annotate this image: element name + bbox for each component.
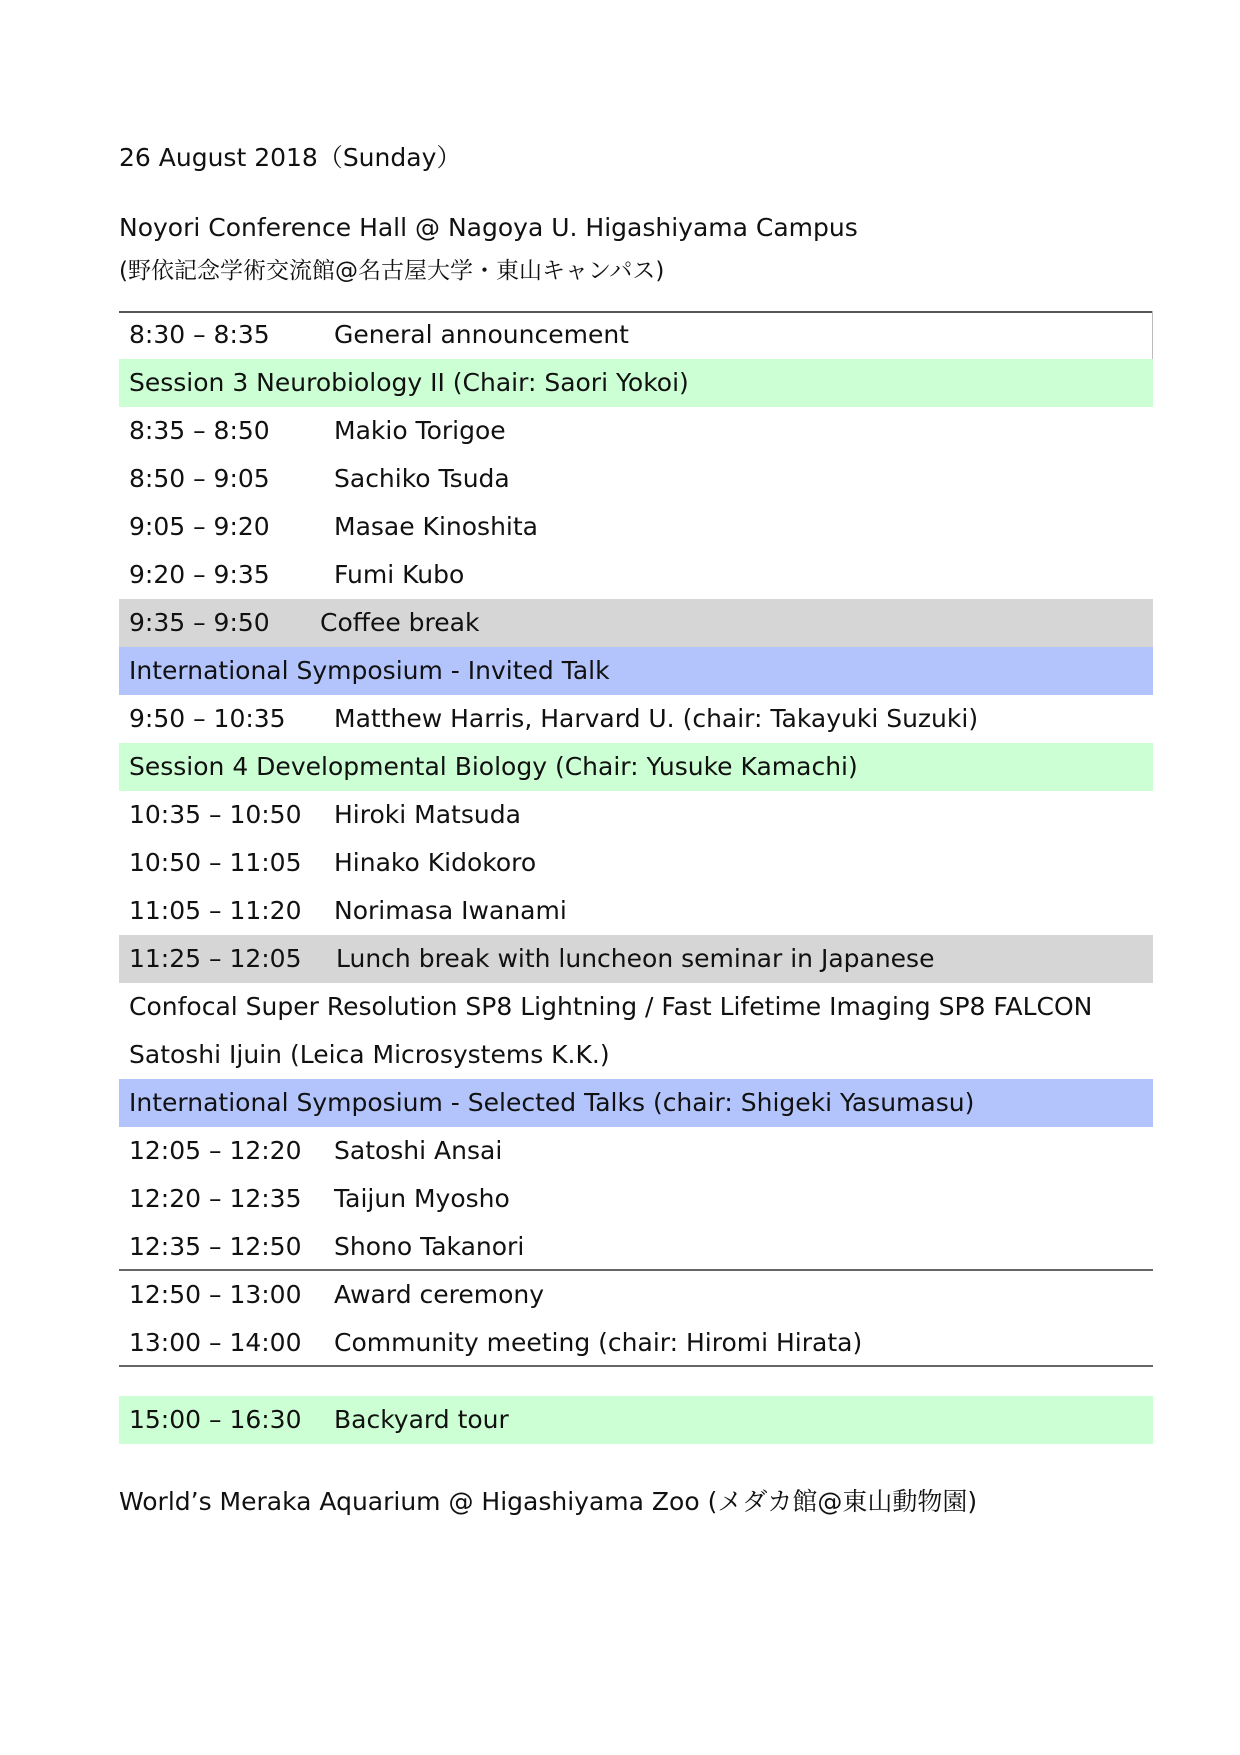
row-time: 12:35 – 12:50 bbox=[129, 1232, 302, 1261]
row-label: Makio Torigoe bbox=[334, 416, 506, 445]
row-label: General announcement bbox=[334, 320, 629, 349]
row-time: 8:30 – 8:35 bbox=[129, 320, 270, 349]
schedule-row bbox=[119, 455, 1153, 503]
seminar-speaker: Satoshi Ijuin (Leica Microsystems K.K.) bbox=[129, 1040, 610, 1069]
schedule-row bbox=[119, 551, 1153, 599]
seminar-title: Confocal Super Resolution SP8 Lightning / Fast Lifetime Imaging SP8 FALCON bbox=[129, 992, 1093, 1021]
symposium-header bbox=[119, 1079, 1153, 1127]
row-label: Lunch break with luncheon seminar in Japanese bbox=[336, 944, 935, 973]
row-time: 11:25 – 12:05 bbox=[129, 944, 302, 973]
seminar-title-row bbox=[119, 983, 1153, 1031]
venue-name-japanese: (野依記念学術交流館@名古屋大学・東山キャンパス) bbox=[119, 258, 665, 284]
schedule-row bbox=[119, 1271, 1153, 1319]
program-date: 26 August 2018（Sunday） bbox=[119, 143, 462, 172]
row-label: Shono Takanori bbox=[334, 1232, 525, 1261]
row-time: 12:20 – 12:35 bbox=[129, 1184, 302, 1213]
seminar-speaker-row bbox=[119, 1031, 1153, 1079]
row-label: Norimasa Iwanami bbox=[334, 896, 567, 925]
row-label: Taijun Myosho bbox=[334, 1184, 510, 1213]
session-header bbox=[119, 743, 1153, 791]
schedule-row bbox=[119, 311, 1153, 359]
row-label: Hinako Kidokoro bbox=[334, 848, 537, 877]
break-row bbox=[119, 935, 1153, 983]
tour-location: World’s Meraka Aquarium @ Higashiyama Zoo (メダカ館@東山動物園) bbox=[119, 1487, 978, 1516]
symposium-title: International Symposium - Invited Talk bbox=[129, 656, 610, 685]
row-time: 8:50 – 9:05 bbox=[129, 464, 270, 493]
row-time: 11:05 – 11:20 bbox=[129, 896, 302, 925]
schedule-row bbox=[119, 887, 1153, 935]
schedule-table bbox=[119, 311, 1153, 1367]
row-label: Matthew Harris, Harvard U. (chair: Takayuki Suzuki) bbox=[334, 704, 979, 733]
row-label: Fumi Kubo bbox=[334, 560, 465, 589]
row-time: 10:35 – 10:50 bbox=[129, 800, 302, 829]
venue-name: Noyori Conference Hall @ Nagoya U. Higashiyama Campus bbox=[119, 213, 858, 242]
schedule-row bbox=[119, 1319, 1153, 1367]
symposium-title: International Symposium - Selected Talks (chair: Shigeki Yasumasu) bbox=[129, 1088, 975, 1117]
row-label: Sachiko Tsuda bbox=[334, 464, 510, 493]
schedule-row bbox=[119, 407, 1153, 455]
row-label: Award ceremony bbox=[334, 1280, 545, 1309]
row-label: Hiroki Matsuda bbox=[334, 800, 521, 829]
row-time: 12:05 – 12:20 bbox=[129, 1136, 302, 1165]
row-time: 15:00 – 16:30 bbox=[129, 1405, 302, 1434]
backyard-tour-row bbox=[119, 1396, 1153, 1444]
schedule-row bbox=[119, 839, 1153, 887]
session-header bbox=[119, 359, 1153, 407]
schedule-row bbox=[119, 1127, 1153, 1175]
break-row bbox=[119, 599, 1153, 647]
row-time: 10:50 – 11:05 bbox=[129, 848, 302, 877]
row-label: Backyard tour bbox=[334, 1405, 509, 1434]
row-time: 8:35 – 8:50 bbox=[129, 416, 270, 445]
schedule-row bbox=[119, 791, 1153, 839]
schedule-row bbox=[119, 1223, 1153, 1271]
row-label: Satoshi Ansai bbox=[334, 1136, 503, 1165]
schedule-row bbox=[119, 503, 1153, 551]
session-title: Session 4 Developmental Biology (Chair: Yusuke Kamachi) bbox=[129, 752, 858, 781]
row-time: 9:05 – 9:20 bbox=[129, 512, 270, 541]
schedule-row bbox=[119, 1175, 1153, 1223]
row-time: 9:50 – 10:35 bbox=[129, 704, 286, 733]
row-label: Masae Kinoshita bbox=[334, 512, 538, 541]
row-label: Coffee break bbox=[320, 608, 480, 637]
row-time: 12:50 – 13:00 bbox=[129, 1280, 302, 1309]
row-time: 9:20 – 9:35 bbox=[129, 560, 270, 589]
row-time: 9:35 – 9:50 bbox=[129, 608, 270, 637]
session-title: Session 3 Neurobiology II (Chair: Saori Yokoi) bbox=[129, 368, 689, 397]
row-time: 13:00 – 14:00 bbox=[129, 1328, 302, 1357]
symposium-header bbox=[119, 647, 1153, 695]
row-label: Community meeting (chair: Hiromi Hirata) bbox=[334, 1328, 863, 1357]
schedule-row bbox=[119, 695, 1153, 743]
